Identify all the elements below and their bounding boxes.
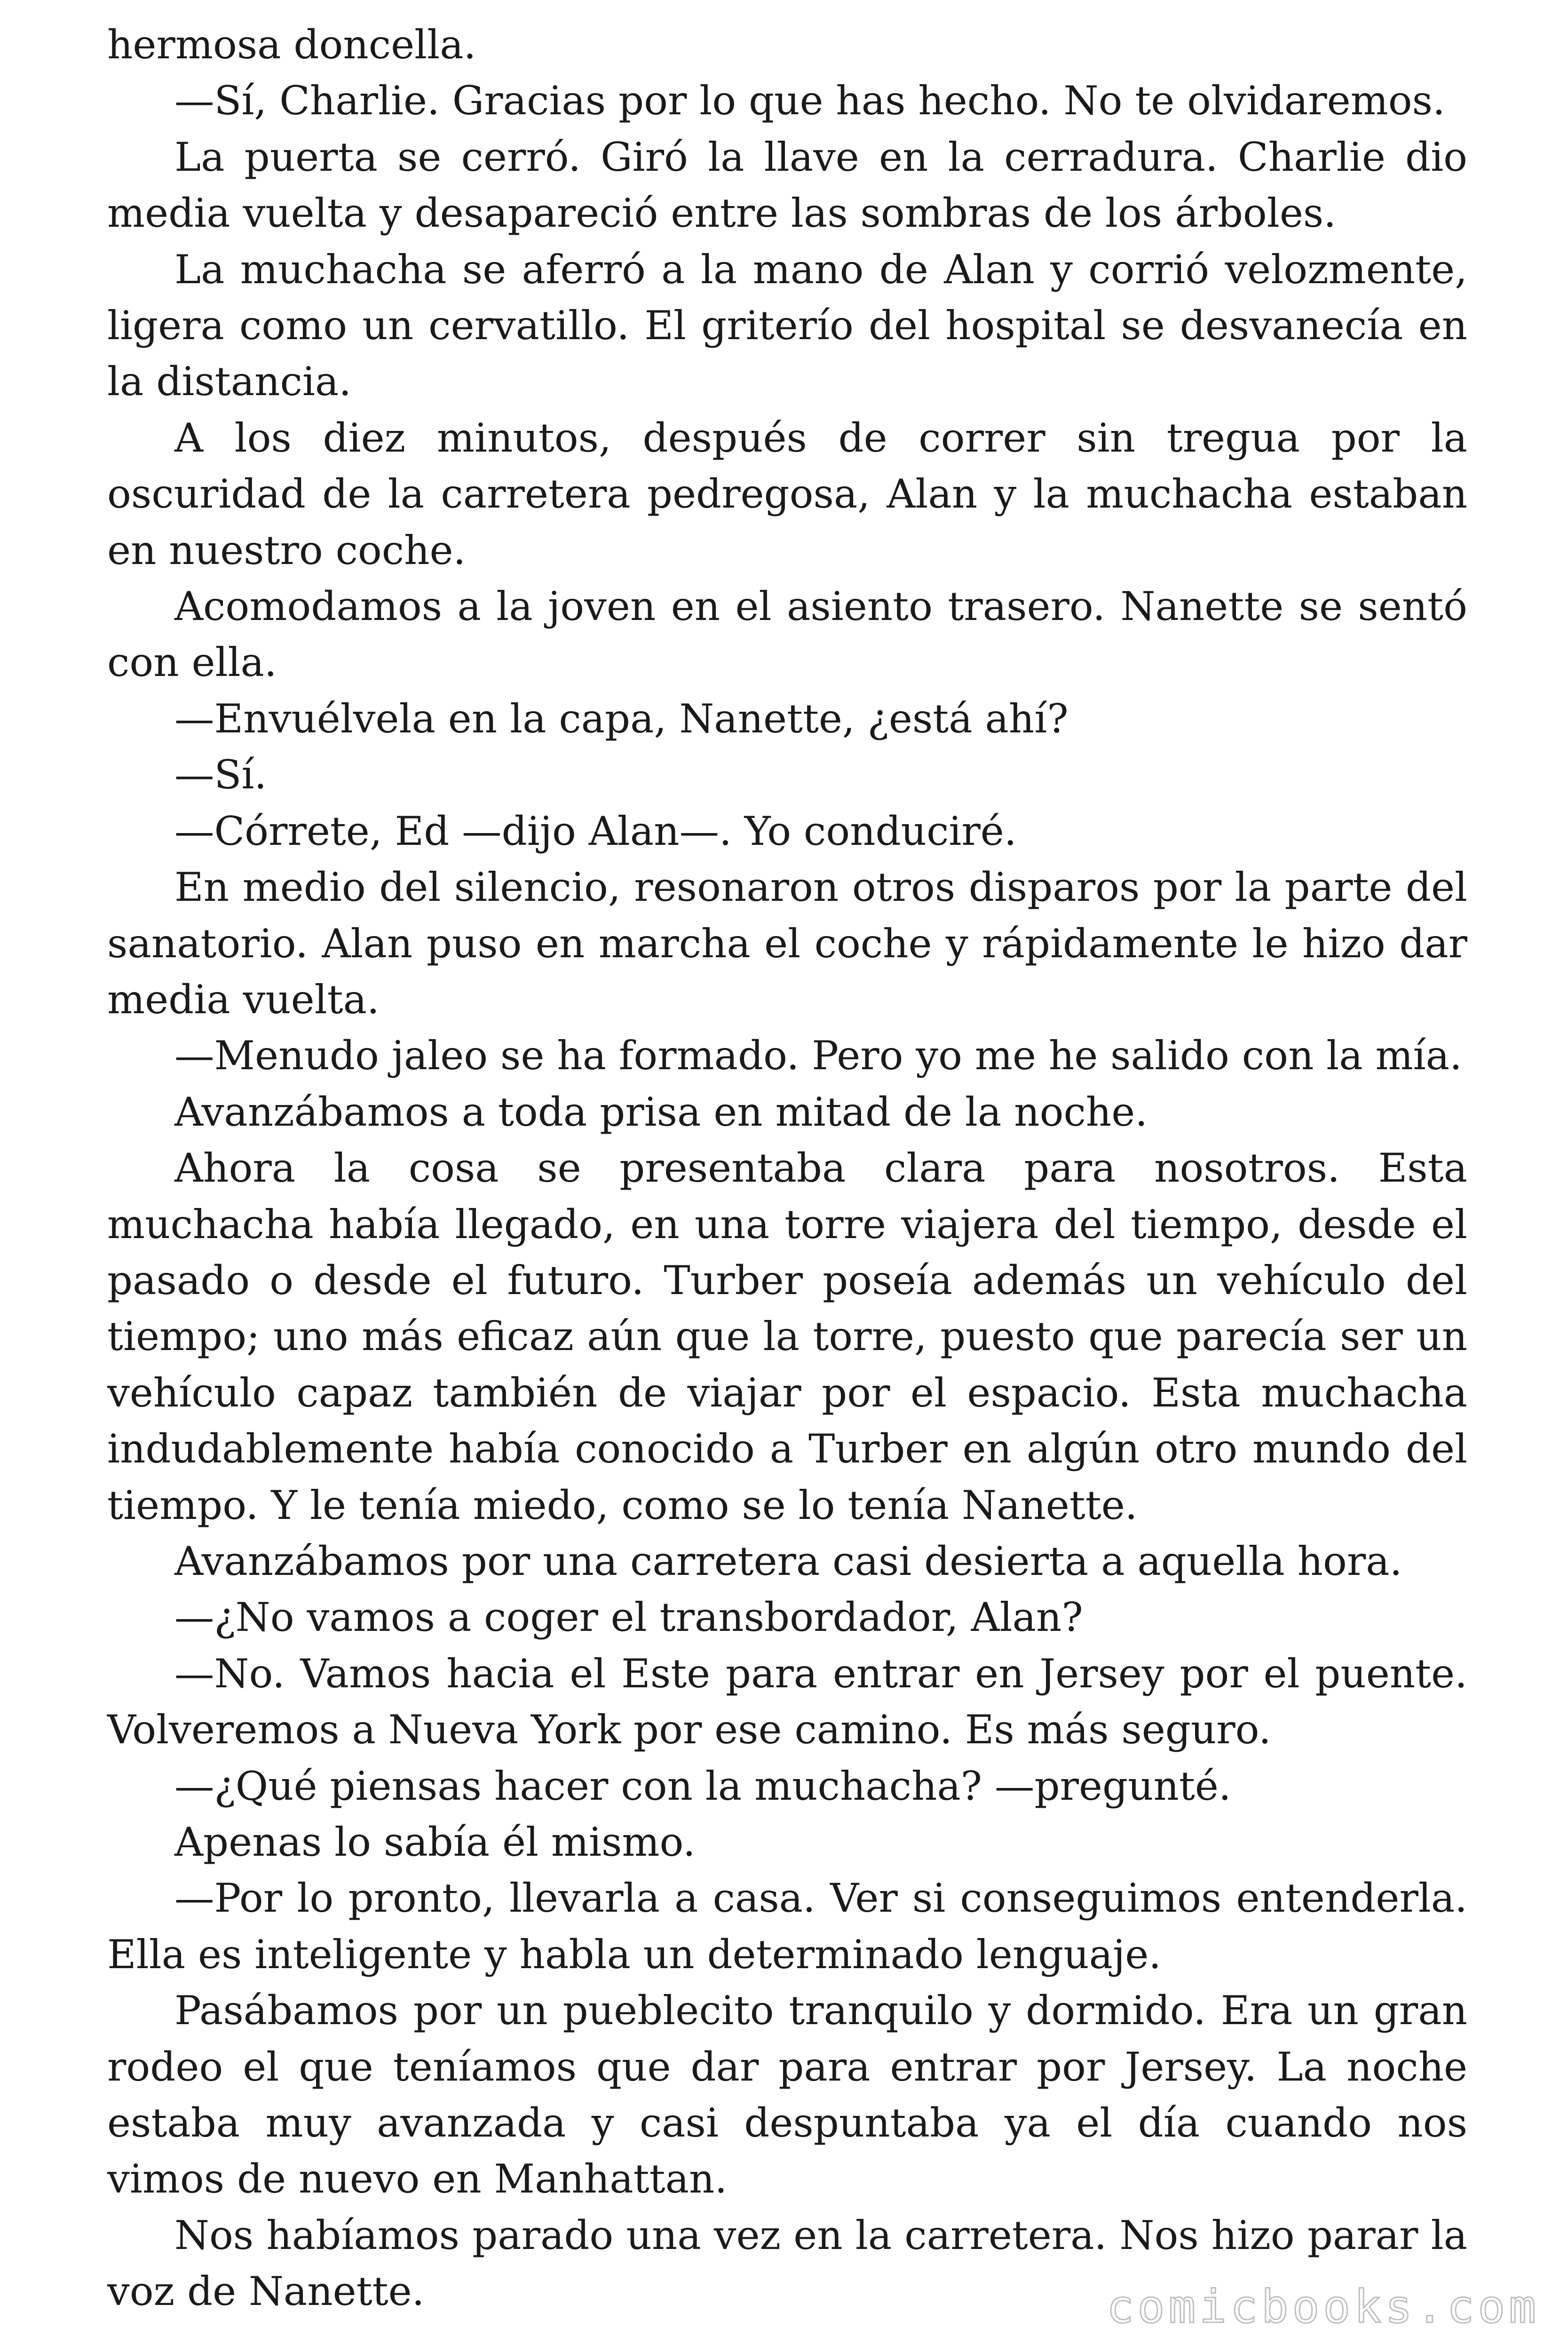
paragraph-17: —¿Qué piensas hacer con la muchacha? —pregunté. [174,1763,1231,1809]
paragraph-15: —¿No vamos a coger el transbordador, Alan? [174,1594,1083,1641]
paragraph-21: Nos habíamos parado una vez en la carretera. Nos hizo parar la voz de Nanette. [107,2212,1467,2315]
paragraph-18: Apenas lo sabía él mismo. [174,1819,696,1865]
paragraph-11: —Menudo jaleo se ha formado. Pero yo me he salido con la mía. [174,1033,1462,1079]
paragraph-19: —Por lo pronto, llevarla a casa. Ver si conseguimos entenderla. Ella es inteligente y habla un determinado lenguaje. [107,1875,1467,1978]
paragraph-12: Avanzábamos a toda prisa en mitad de la noche. [174,1089,1148,1135]
paragraph-16: —No. Vamos hacia el Este para entrar en Jersey por el puente. Volveremos a Nueva York por ese camino. Es más seguro. [107,1650,1467,1753]
page-body [107,17,1467,2320]
paragraph-10: En medio del silencio, resonaron otros disparos por la parte del sanatorio. Alan puso en marcha el coche y rápidamente le hizo dar media vuelta. [107,864,1467,1023]
paragraph-9: —Córrete, Ed —dijo Alan—. Yo conduciré. [174,808,1017,854]
paragraph-2: —Sí, Charlie. Gracias por lo que has hecho. No te olvidaremos. [174,78,1445,124]
paragraph-20: Pasábamos por un pueblecito tranquilo y dormido. Era un gran rodeo el que teníamos que dar para entrar por Jersey. La noche estaba muy avanzada y casi despuntaba ya el día cuando nos vimos de nuevo en Manhattan. [107,1987,1467,2202]
paragraph-13: Ahora la cosa se presentaba clara para nosotros. Esta muchacha había llegado, en una torre viajera del tiempo, desde el pasado o desde el futuro. Turber poseía además un vehículo del tiempo; uno más eficaz aún que la torre, puesto que parecía ser un vehículo capaz también de viajar por el espacio. Esta muchacha indudablemente había conocido a Turber en algún otro mundo del tiempo. Y le tenía miedo, como se lo tenía Nanette. [107,1145,1467,1528]
paragraph-5: A los diez minutos, después de correr sin tregua por la oscuridad de la carretera pedregosa, Alan y la muchacha estaban en nuestro coche. [107,414,1467,573]
paragraph-14: Avanzábamos por una carretera casi desierta a aquella hora. [174,1538,1402,1584]
paragraph-6: Acomodamos a la joven en el asiento trasero. Nanette se sentó con ella. [107,583,1467,686]
paragraph-1: hermosa doncella. [107,22,476,68]
paragraph-8: —Sí. [174,752,267,798]
watermark-logo: comicbooks.com [1106,2280,1540,2333]
paragraph-4: La muchacha se aferró a la mano de Alan y corrió velozmente, ligera como un cervatillo. El griterío del hospital se desvanecía en la distancia. [107,246,1467,405]
paragraph-7: —Envuélvela en la capa, Nanette, ¿está ahí? [174,695,1069,742]
paragraph-3: La puerta se cerró. Giró la llave en la cerradura. Charlie dio media vuelta y desapareció entre las sombras de los árboles. [107,134,1467,237]
